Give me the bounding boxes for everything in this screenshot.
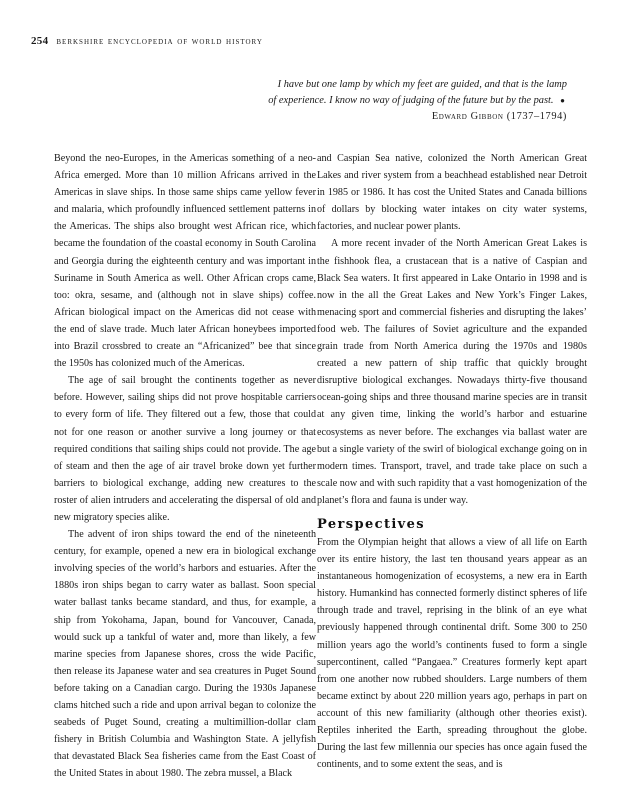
page-number: 254: [31, 35, 49, 47]
epigraph: [267, 77, 567, 126]
epigraph-quote: I have but one lamp by which my feet are guided, and that is the lamp of experience. I know no way of judging of the future but by the past.: [268, 79, 567, 107]
right-column: [317, 150, 587, 773]
book-title: berkshire encyclopedia of world history: [56, 36, 263, 47]
left-column: [54, 150, 316, 782]
body-paragraph: The age of sail brought the continents together as never before. However, sailing ships did not prove hospitable carriers to every form of life. They filtered out a few, those that could not for one reason or another survive a long journey or that required conditions that sailing ships could not provide. The age of steam and then the age of air travel broke down yet further barriers to biological exchange, adding new creatures to the roster of alien intruders and accelerating the dispersal of old and new migratory species alike.: [54, 375, 316, 523]
body-paragraph: Beyond the neo-Europes, in the Americas something of a neo-Africa emerged. More than 10 million Africans arrived in the Americas in slave ships. In those same ships came yellow fever and malaria, which profoundly influenced settlement patterns in the Americas. The ships also brought west African rice, which became the foundation of the coastal economy in South Carolina and Georgia during the eighteenth century and was important in Suriname in South America as well. Other African crops came, too: okra, sesame, and (although not in slave ships) coffee. African biological impact on the Americas did not cease with the end of slave trade. Much later African honeybees imported into Brazil crossbred to create an “Africanized” bee that since the 1950s has colonized much of the Americas.: [54, 153, 316, 370]
body-paragraph: and Caspian Sea native, colonized the North American Great Lakes and river system from a beachhead established near Detroit in 1985 or 1986. It has cost the United States and Canada billions of dollars by blocking water intakes on city water systems, factories, and nuclear power plants.: [317, 153, 587, 233]
epigraph-bullet: ●: [560, 96, 565, 106]
section-heading: Perspectives: [317, 516, 426, 532]
running-header: [31, 35, 263, 47]
body-paragraph: The advent of iron ships toward the end of the nineteenth century, for example, opened a new era in biological exchange involving species of the world’s harbors and estuaries. After the 1880s iron ships began to carry water as ballast. Soon special water ballast tanks became standard, and thus, for example, a ship from Yokohama, Japan, bound for Vancouver, Canada, would suck up a tankful of water and, more than likely, a few marine species from Japanese shores, cross the wide Pacific, then release its Japanese water and sea creatures in Puget Sound before taking on a Canadian cargo. During the 1930s Japanese clams hitched such a ride and upon arrival began to colonize the seabeds of Puget Sound, creating a multimillion-dollar clam fishery in British Columbia and Washington State. A jellyfish that devastated Black Sea fisheries came from the East Coast of the United States in about 1980. The zebra mussel, a Black: [54, 529, 316, 780]
body-paragraph: From the Olympian height that allows a view of all life on Earth over its entire history, the last ten thousand years appear as an instantaneous homogenization of ecosystems, a new era in Earth history. Humankind has connected formerly distinct spheres of life through trade and travel, reprising in the blink of an eye what previously happened through continental drift. Some 300 to 250 million years ago the world’s continents fused to form a single supercontinent, called “Pangaea.” Creatures formerly kept apart from one another now rubbed shoulders. Large numbers of them became extinct by about 220 million years ago, perhaps in part on account of this new familiarity (although other theories exist). Reptiles inherited the Earth, spreading throughout the globe. During the last few millennia our species has once again fused the continents, and to some extent the seas, and is: [317, 536, 587, 771]
epigraph-author: Edward Gibbon (1737–1794): [431, 111, 567, 123]
body-paragraph: A more recent invader of the North American Great Lakes is the fishhook flea, a crustacean that is a native of Caspian and Black Sea waters. It first appeared in Lake Ontario in 1998 and is now in the all the Great Lakes and New York’s Finger Lakes, menacing sport and commercial fisheries and disrupting the lakes’ food web. The failures of Soviet agriculture and the expanded grain trade from North America during the 1970s and 1980s created a new pattern of ship traffic that quickly brought disruptive biological exchanges. Nowadays thirty-five thousand ocean-going ships and three thousand marine species are in transit at any given time, linking the world’s harbor and estuarine ecosystems as never before. The exchanges via ballast water are but a single variety of the swirl of biological exchange going on in modern times. Transport, travel, and trade take place on such a scale now and with such rapidity that a vast homogenization of the planet’s flora and fauna is under way.: [317, 238, 587, 506]
